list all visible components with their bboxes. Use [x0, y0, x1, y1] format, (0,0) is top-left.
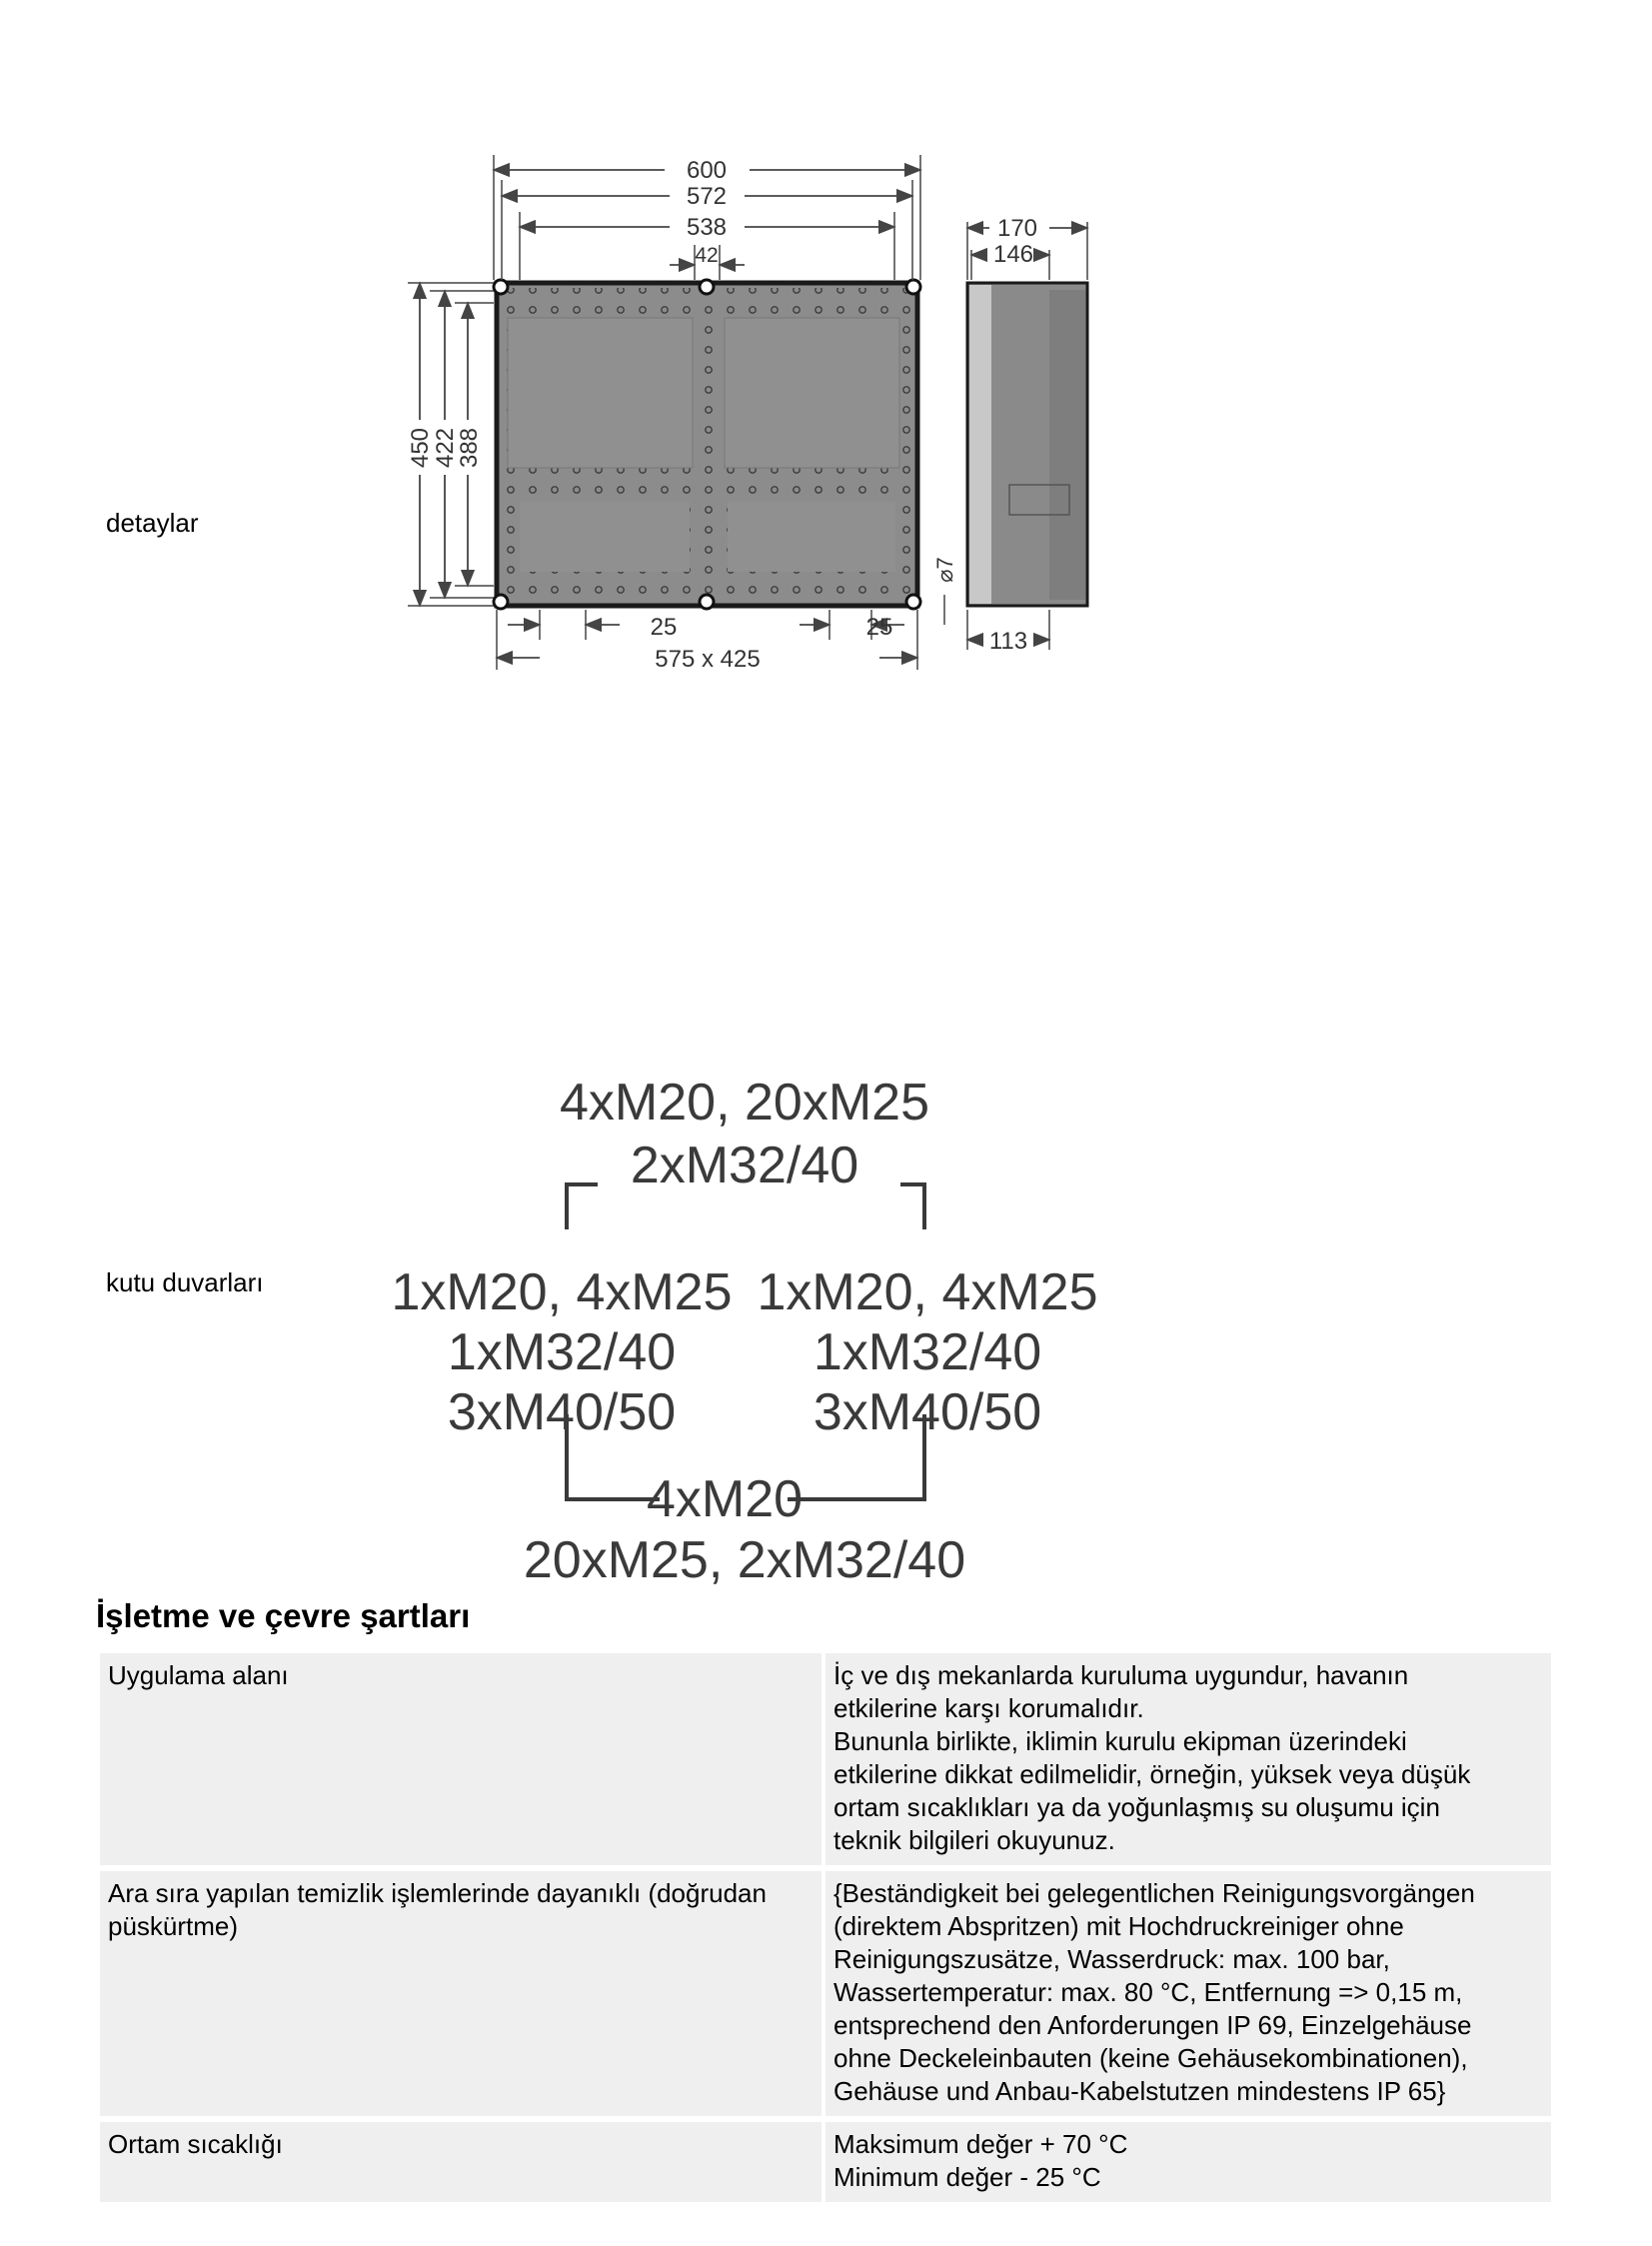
wall-left-line3: 3xM40/50 [447, 1383, 677, 1441]
section-title: İşletme ve çevre şartları [96, 1597, 471, 1634]
dim-hole: ⌀7 [932, 557, 957, 583]
spec-table [96, 1647, 1555, 2208]
dim-388: 388 [456, 427, 483, 469]
wall-right-line2: 1xM32/40 [813, 1323, 1042, 1381]
dim-572: 572 [686, 183, 728, 210]
spec-value: İç ve dış mekanlarda kuruluma uygundur, havanın etkilerine karşı korumalıdır. Bununla birlikte, iklimin kurulu ekipman üzerindeki etkilerine dikkat edilmelidir, örneğin, yüksek veya düşük ortam sıcaklıkları ya da yoğunlaşmış su oluşumu için teknik bilgileri okuyunuz. [826, 1653, 1551, 1865]
dim-575x425: 575 x 425 [655, 646, 761, 673]
spec-value: Maksimum değer + 70 °C Minimum değer - 25 °C [826, 2122, 1551, 2202]
wall-top-line1: 4xM20, 20xM25 [560, 1074, 929, 1131]
table-row [100, 2122, 1551, 2202]
dim-538: 538 [686, 214, 728, 241]
spec-key: Ara sıra yapılan temizlik işlemlerinde dayanıklı (doğrudan püskürtme) [100, 1871, 822, 2116]
dim-25-right: 25 [865, 614, 893, 641]
walls-row-label: kutu duvarları [106, 1267, 264, 1297]
box-walls-diagram [380, 1030, 1119, 1589]
spec-value: {Beständigkeit bei gelegentlichen Reinigungsvorgängen (direktem Abspritzen) mit Hochdruckreiniger ohne Reinigungszusätze, Wasserdruck: max. 100 bar, Wassertemperatur: max. 80 °C, Entfernung => 0,15 m, entsprechend den Anforderungen IP 69, Einzelgehäuse ohne Deckeleinbauten (keine Gehäusekombinationen), Gehäuse und Anbau-Kabelstutzen mindestens IP 65} [826, 1871, 1551, 2116]
dim-170: 170 [996, 215, 1038, 242]
wall-top-line2: 2xM32/40 [630, 1136, 859, 1194]
wall-left-line2: 1xM32/40 [447, 1323, 677, 1381]
dimension-drawing [390, 140, 1109, 700]
wall-bottom-line2: 20xM25, 2xM32/40 [523, 1531, 966, 1589]
dim-600: 600 [686, 157, 728, 184]
dim-422: 422 [432, 427, 459, 469]
spec-key: Uygulama alanı [100, 1653, 822, 1865]
wall-right-line1: 1xM20, 4xM25 [757, 1263, 1098, 1321]
dim-42: 42 [695, 244, 719, 267]
table-row [100, 1653, 1551, 1865]
dim-113: 113 [988, 628, 1028, 655]
wall-left-line1: 1xM20, 4xM25 [391, 1263, 733, 1321]
dim-146: 146 [992, 241, 1034, 268]
table-row [100, 1871, 1551, 2116]
dim-25-left: 25 [650, 614, 678, 641]
wall-bottom-line1: 4xM20 [646, 1470, 804, 1528]
wall-right-line3: 3xM40/50 [813, 1383, 1042, 1441]
dim-450: 450 [407, 427, 434, 469]
details-row-label: detaylar [106, 508, 199, 538]
spec-key: Ortam sıcaklığı [100, 2122, 822, 2202]
